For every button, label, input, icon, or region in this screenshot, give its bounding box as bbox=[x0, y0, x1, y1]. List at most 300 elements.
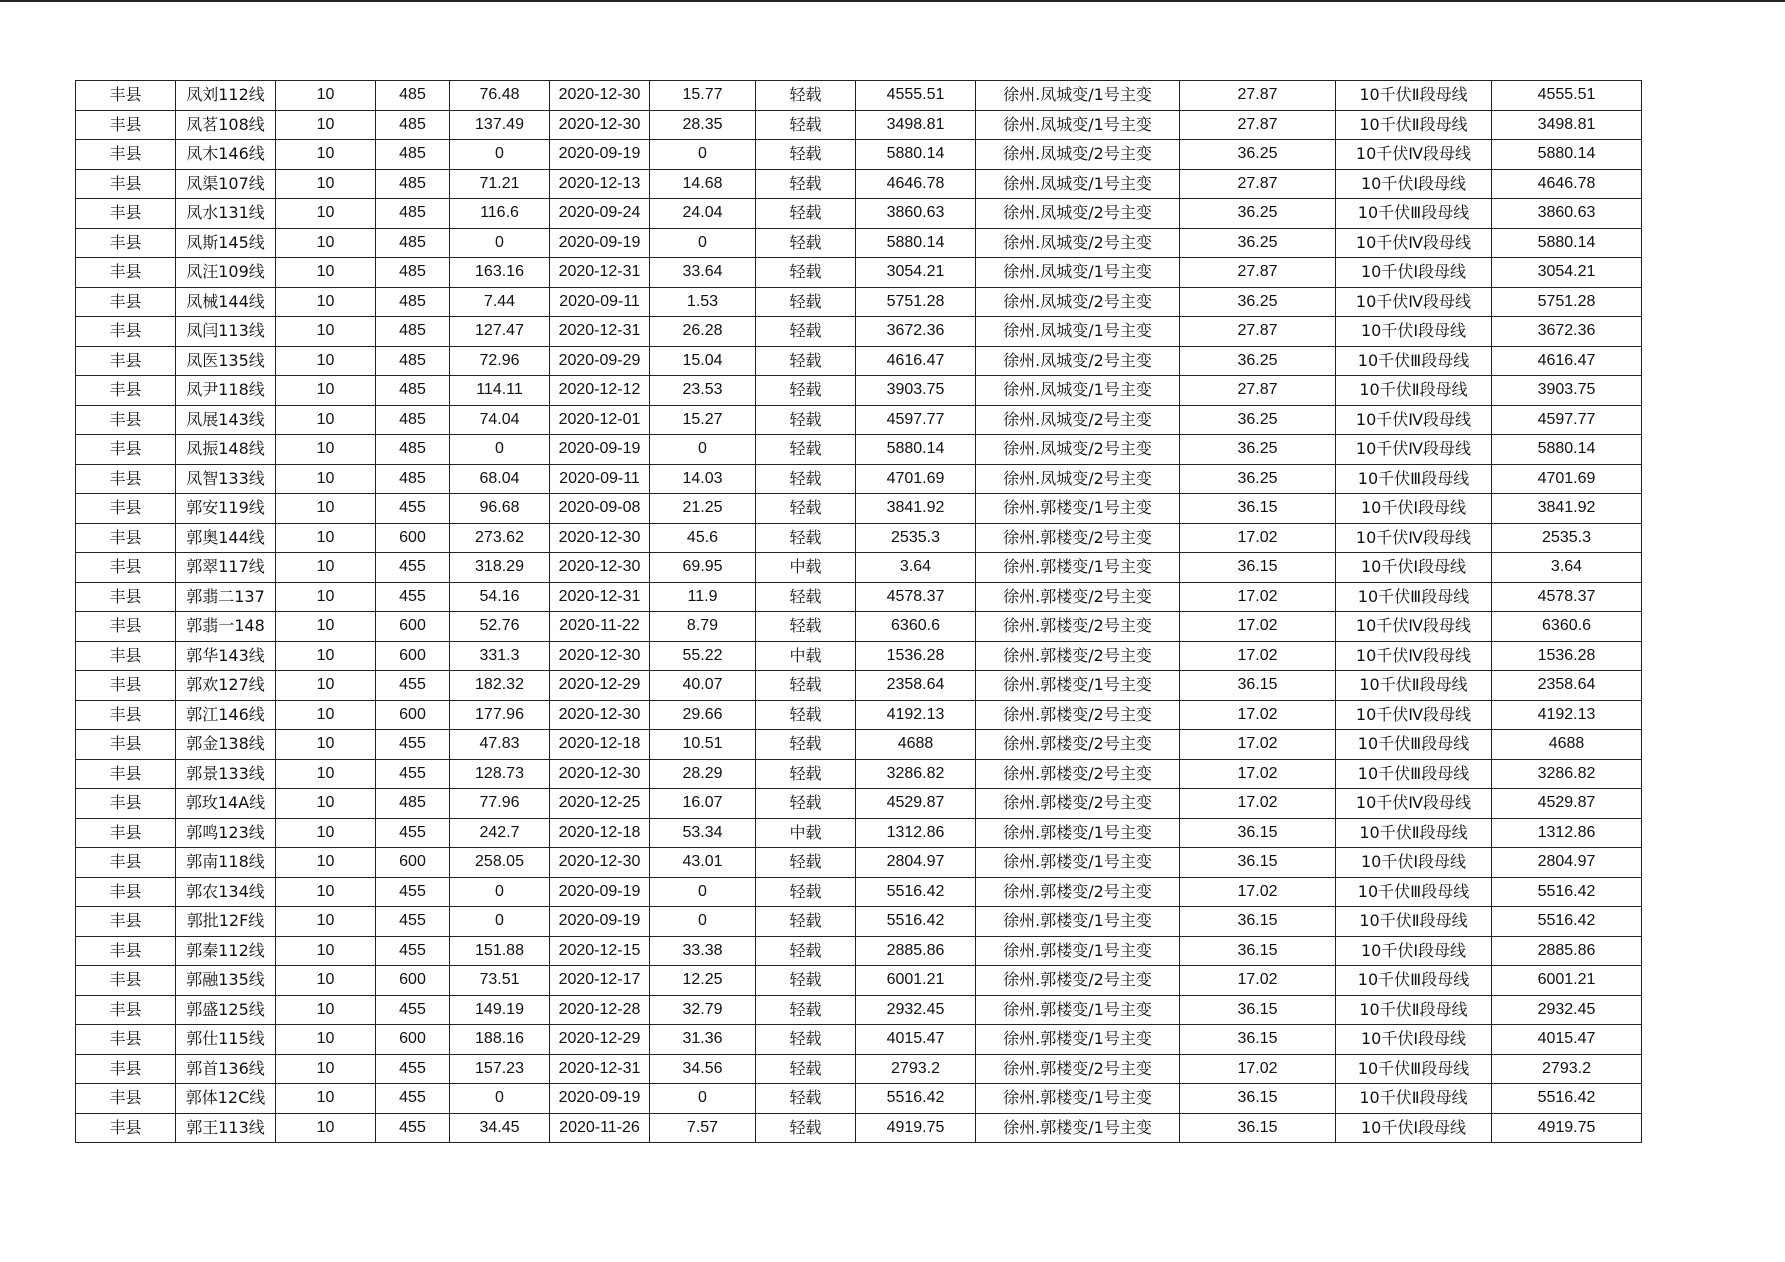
busbar-cell: 10千伏Ⅰ段母线 bbox=[1336, 848, 1492, 878]
voltage-cell: 10 bbox=[276, 1025, 376, 1055]
max-current-cell: 73.51 bbox=[450, 966, 550, 996]
table-row bbox=[76, 759, 1642, 789]
available-cell: 4688 bbox=[1492, 730, 1642, 760]
margin-cell: 3903.75 bbox=[856, 376, 976, 406]
capacity-cell: 600 bbox=[376, 700, 450, 730]
capacity-cell: 455 bbox=[376, 1113, 450, 1143]
county-cell: 丰县 bbox=[76, 671, 176, 701]
voltage-cell: 10 bbox=[276, 523, 376, 553]
busbar-cell: 10千伏Ⅰ段母线 bbox=[1336, 553, 1492, 583]
capacity-cell: 485 bbox=[376, 376, 450, 406]
load-rate-cell: 28.29 bbox=[650, 759, 756, 789]
margin-cell: 5880.14 bbox=[856, 435, 976, 465]
margin-cell: 5516.42 bbox=[856, 877, 976, 907]
date-cell: 2020-09-19 bbox=[550, 140, 650, 170]
load-rate-cell: 12.25 bbox=[650, 966, 756, 996]
busbar-cell: 10千伏Ⅳ段母线 bbox=[1336, 641, 1492, 671]
busbar-cell: 10千伏Ⅲ段母线 bbox=[1336, 759, 1492, 789]
busbar-cell: 10千伏Ⅳ段母线 bbox=[1336, 228, 1492, 258]
busbar-cell: 10千伏Ⅳ段母线 bbox=[1336, 612, 1492, 642]
load-status-cell: 轻载 bbox=[756, 700, 856, 730]
transformer-load-cell: 36.25 bbox=[1180, 464, 1336, 494]
load-rate-cell: 8.79 bbox=[650, 612, 756, 642]
capacity-cell: 485 bbox=[376, 81, 450, 111]
transformer-cell: 徐州.凤城变/1号主变 bbox=[976, 81, 1180, 111]
table-row bbox=[76, 641, 1642, 671]
busbar-cell: 10千伏Ⅰ段母线 bbox=[1336, 169, 1492, 199]
voltage-cell: 10 bbox=[276, 346, 376, 376]
transformer-cell: 徐州.郭楼变/2号主变 bbox=[976, 700, 1180, 730]
margin-cell: 4646.78 bbox=[856, 169, 976, 199]
load-status-cell: 轻载 bbox=[756, 199, 856, 229]
capacity-cell: 485 bbox=[376, 287, 450, 317]
max-current-cell: 273.62 bbox=[450, 523, 550, 553]
table-row bbox=[76, 907, 1642, 937]
capacity-cell: 455 bbox=[376, 936, 450, 966]
transformer-cell: 徐州.郭楼变/2号主变 bbox=[976, 612, 1180, 642]
available-cell: 2358.64 bbox=[1492, 671, 1642, 701]
margin-cell: 4015.47 bbox=[856, 1025, 976, 1055]
date-cell: 2020-09-19 bbox=[550, 228, 650, 258]
transformer-load-cell: 36.15 bbox=[1180, 936, 1336, 966]
date-cell: 2020-12-31 bbox=[550, 1054, 650, 1084]
margin-cell: 2535.3 bbox=[856, 523, 976, 553]
line-name-cell: 凤斯145线 bbox=[176, 228, 276, 258]
capacity-cell: 485 bbox=[376, 317, 450, 347]
capacity-cell: 485 bbox=[376, 169, 450, 199]
load-rate-cell: 7.57 bbox=[650, 1113, 756, 1143]
table-row bbox=[76, 464, 1642, 494]
transformer-cell: 徐州.郭楼变/1号主变 bbox=[976, 553, 1180, 583]
voltage-cell: 10 bbox=[276, 405, 376, 435]
date-cell: 2020-12-31 bbox=[550, 582, 650, 612]
county-cell: 丰县 bbox=[76, 287, 176, 317]
transformer-load-cell: 36.15 bbox=[1180, 1025, 1336, 1055]
table-row bbox=[76, 995, 1642, 1025]
busbar-cell: 10千伏Ⅱ段母线 bbox=[1336, 81, 1492, 111]
table-row bbox=[76, 936, 1642, 966]
load-status-cell: 轻载 bbox=[756, 317, 856, 347]
capacity-cell: 455 bbox=[376, 553, 450, 583]
load-rate-cell: 32.79 bbox=[650, 995, 756, 1025]
available-cell: 4701.69 bbox=[1492, 464, 1642, 494]
available-cell: 4015.47 bbox=[1492, 1025, 1642, 1055]
load-rate-cell: 40.07 bbox=[650, 671, 756, 701]
available-cell: 4597.77 bbox=[1492, 405, 1642, 435]
feeder-load-table bbox=[75, 80, 1642, 1143]
load-status-cell: 中载 bbox=[756, 553, 856, 583]
available-cell: 4555.51 bbox=[1492, 81, 1642, 111]
date-cell: 2020-12-28 bbox=[550, 995, 650, 1025]
load-rate-cell: 0 bbox=[650, 907, 756, 937]
transformer-cell: 徐州.凤城变/2号主变 bbox=[976, 140, 1180, 170]
transformer-load-cell: 17.02 bbox=[1180, 582, 1336, 612]
transformer-cell: 徐州.郭楼变/1号主变 bbox=[976, 494, 1180, 524]
max-current-cell: 127.47 bbox=[450, 317, 550, 347]
max-current-cell: 242.7 bbox=[450, 818, 550, 848]
date-cell: 2020-12-13 bbox=[550, 169, 650, 199]
county-cell: 丰县 bbox=[76, 376, 176, 406]
available-cell: 4529.87 bbox=[1492, 789, 1642, 819]
transformer-cell: 徐州.郭楼变/1号主变 bbox=[976, 907, 1180, 937]
max-current-cell: 47.83 bbox=[450, 730, 550, 760]
voltage-cell: 10 bbox=[276, 759, 376, 789]
load-rate-cell: 24.04 bbox=[650, 199, 756, 229]
transformer-cell: 徐州.郭楼变/1号主变 bbox=[976, 818, 1180, 848]
date-cell: 2020-12-31 bbox=[550, 317, 650, 347]
transformer-load-cell: 17.02 bbox=[1180, 730, 1336, 760]
line-name-cell: 凤智133线 bbox=[176, 464, 276, 494]
table-row bbox=[76, 346, 1642, 376]
max-current-cell: 0 bbox=[450, 907, 550, 937]
load-status-cell: 轻载 bbox=[756, 258, 856, 288]
transformer-cell: 徐州.凤城变/1号主变 bbox=[976, 376, 1180, 406]
busbar-cell: 10千伏Ⅱ段母线 bbox=[1336, 1084, 1492, 1114]
transformer-cell: 徐州.郭楼变/2号主变 bbox=[976, 789, 1180, 819]
date-cell: 2020-12-31 bbox=[550, 258, 650, 288]
busbar-cell: 10千伏Ⅳ段母线 bbox=[1336, 789, 1492, 819]
county-cell: 丰县 bbox=[76, 346, 176, 376]
busbar-cell: 10千伏Ⅱ段母线 bbox=[1336, 995, 1492, 1025]
max-current-cell: 0 bbox=[450, 228, 550, 258]
available-cell: 4646.78 bbox=[1492, 169, 1642, 199]
transformer-load-cell: 36.15 bbox=[1180, 1113, 1336, 1143]
table-body bbox=[76, 81, 1642, 1143]
line-name-cell: 郭欢127线 bbox=[176, 671, 276, 701]
max-current-cell: 128.73 bbox=[450, 759, 550, 789]
line-name-cell: 郭融135线 bbox=[176, 966, 276, 996]
transformer-load-cell: 36.15 bbox=[1180, 553, 1336, 583]
table-row bbox=[76, 376, 1642, 406]
capacity-cell: 455 bbox=[376, 494, 450, 524]
voltage-cell: 10 bbox=[276, 1054, 376, 1084]
date-cell: 2020-12-15 bbox=[550, 936, 650, 966]
transformer-load-cell: 36.25 bbox=[1180, 228, 1336, 258]
load-rate-cell: 31.36 bbox=[650, 1025, 756, 1055]
available-cell: 5516.42 bbox=[1492, 1084, 1642, 1114]
max-current-cell: 163.16 bbox=[450, 258, 550, 288]
transformer-cell: 徐州.郭楼变/2号主变 bbox=[976, 1054, 1180, 1084]
available-cell: 5880.14 bbox=[1492, 228, 1642, 258]
line-name-cell: 凤刘112线 bbox=[176, 81, 276, 111]
county-cell: 丰县 bbox=[76, 966, 176, 996]
load-rate-cell: 55.22 bbox=[650, 641, 756, 671]
margin-cell: 1312.86 bbox=[856, 818, 976, 848]
max-current-cell: 0 bbox=[450, 1084, 550, 1114]
voltage-cell: 10 bbox=[276, 140, 376, 170]
load-status-cell: 轻载 bbox=[756, 730, 856, 760]
load-rate-cell: 14.68 bbox=[650, 169, 756, 199]
transformer-cell: 徐州.郭楼变/1号主变 bbox=[976, 1113, 1180, 1143]
busbar-cell: 10千伏Ⅱ段母线 bbox=[1336, 907, 1492, 937]
capacity-cell: 455 bbox=[376, 818, 450, 848]
line-name-cell: 凤尹118线 bbox=[176, 376, 276, 406]
transformer-cell: 徐州.郭楼变/1号主变 bbox=[976, 848, 1180, 878]
transformer-load-cell: 36.25 bbox=[1180, 435, 1336, 465]
transformer-load-cell: 27.87 bbox=[1180, 81, 1336, 111]
load-rate-cell: 43.01 bbox=[650, 848, 756, 878]
table-row bbox=[76, 1113, 1642, 1143]
available-cell: 5880.14 bbox=[1492, 435, 1642, 465]
transformer-cell: 徐州.凤城变/2号主变 bbox=[976, 228, 1180, 258]
capacity-cell: 485 bbox=[376, 258, 450, 288]
available-cell: 2885.86 bbox=[1492, 936, 1642, 966]
busbar-cell: 10千伏Ⅳ段母线 bbox=[1336, 405, 1492, 435]
transformer-cell: 徐州.郭楼变/1号主变 bbox=[976, 936, 1180, 966]
line-name-cell: 郭王113线 bbox=[176, 1113, 276, 1143]
date-cell: 2020-09-11 bbox=[550, 464, 650, 494]
transformer-cell: 徐州.凤城变/1号主变 bbox=[976, 258, 1180, 288]
voltage-cell: 10 bbox=[276, 435, 376, 465]
margin-cell: 2793.2 bbox=[856, 1054, 976, 1084]
load-rate-cell: 10.51 bbox=[650, 730, 756, 760]
line-name-cell: 凤茗108线 bbox=[176, 110, 276, 140]
transformer-load-cell: 36.15 bbox=[1180, 907, 1336, 937]
line-name-cell: 凤展143线 bbox=[176, 405, 276, 435]
capacity-cell: 600 bbox=[376, 1025, 450, 1055]
transformer-load-cell: 36.25 bbox=[1180, 140, 1336, 170]
capacity-cell: 600 bbox=[376, 641, 450, 671]
date-cell: 2020-12-12 bbox=[550, 376, 650, 406]
available-cell: 1312.86 bbox=[1492, 818, 1642, 848]
margin-cell: 3.64 bbox=[856, 553, 976, 583]
capacity-cell: 600 bbox=[376, 612, 450, 642]
date-cell: 2020-12-30 bbox=[550, 553, 650, 583]
transformer-load-cell: 36.15 bbox=[1180, 1084, 1336, 1114]
margin-cell: 4578.37 bbox=[856, 582, 976, 612]
load-status-cell: 中载 bbox=[756, 641, 856, 671]
margin-cell: 2358.64 bbox=[856, 671, 976, 701]
load-rate-cell: 45.6 bbox=[650, 523, 756, 553]
date-cell: 2020-09-29 bbox=[550, 346, 650, 376]
max-current-cell: 76.48 bbox=[450, 81, 550, 111]
date-cell: 2020-12-30 bbox=[550, 848, 650, 878]
max-current-cell: 137.49 bbox=[450, 110, 550, 140]
load-status-cell: 轻载 bbox=[756, 936, 856, 966]
county-cell: 丰县 bbox=[76, 464, 176, 494]
load-status-cell: 轻载 bbox=[756, 346, 856, 376]
county-cell: 丰县 bbox=[76, 818, 176, 848]
voltage-cell: 10 bbox=[276, 730, 376, 760]
load-rate-cell: 0 bbox=[650, 228, 756, 258]
date-cell: 2020-12-18 bbox=[550, 818, 650, 848]
date-cell: 2020-09-08 bbox=[550, 494, 650, 524]
capacity-cell: 455 bbox=[376, 995, 450, 1025]
load-rate-cell: 33.38 bbox=[650, 936, 756, 966]
capacity-cell: 455 bbox=[376, 907, 450, 937]
load-status-cell: 轻载 bbox=[756, 1025, 856, 1055]
max-current-cell: 318.29 bbox=[450, 553, 550, 583]
available-cell: 4616.47 bbox=[1492, 346, 1642, 376]
line-name-cell: 郭翡二137 bbox=[176, 582, 276, 612]
line-name-cell: 郭仕115线 bbox=[176, 1025, 276, 1055]
transformer-load-cell: 36.25 bbox=[1180, 287, 1336, 317]
capacity-cell: 600 bbox=[376, 523, 450, 553]
load-status-cell: 轻载 bbox=[756, 1054, 856, 1084]
transformer-load-cell: 27.87 bbox=[1180, 258, 1336, 288]
table-row bbox=[76, 494, 1642, 524]
available-cell: 2804.97 bbox=[1492, 848, 1642, 878]
date-cell: 2020-12-30 bbox=[550, 759, 650, 789]
capacity-cell: 455 bbox=[376, 671, 450, 701]
line-name-cell: 凤水131线 bbox=[176, 199, 276, 229]
available-cell: 6360.6 bbox=[1492, 612, 1642, 642]
voltage-cell: 10 bbox=[276, 966, 376, 996]
busbar-cell: 10千伏Ⅰ段母线 bbox=[1336, 317, 1492, 347]
transformer-load-cell: 36.15 bbox=[1180, 671, 1336, 701]
max-current-cell: 74.04 bbox=[450, 405, 550, 435]
capacity-cell: 455 bbox=[376, 1054, 450, 1084]
load-status-cell: 轻载 bbox=[756, 435, 856, 465]
busbar-cell: 10千伏Ⅲ段母线 bbox=[1336, 966, 1492, 996]
line-name-cell: 郭翠117线 bbox=[176, 553, 276, 583]
margin-cell: 2885.86 bbox=[856, 936, 976, 966]
max-current-cell: 68.04 bbox=[450, 464, 550, 494]
county-cell: 丰县 bbox=[76, 199, 176, 229]
transformer-cell: 徐州.郭楼变/2号主变 bbox=[976, 966, 1180, 996]
load-rate-cell: 15.77 bbox=[650, 81, 756, 111]
load-status-cell: 轻载 bbox=[756, 140, 856, 170]
transformer-cell: 徐州.郭楼变/2号主变 bbox=[976, 582, 1180, 612]
busbar-cell: 10千伏Ⅱ段母线 bbox=[1336, 110, 1492, 140]
max-current-cell: 116.6 bbox=[450, 199, 550, 229]
table-row bbox=[76, 789, 1642, 819]
table-row bbox=[76, 258, 1642, 288]
busbar-cell: 10千伏Ⅱ段母线 bbox=[1336, 818, 1492, 848]
voltage-cell: 10 bbox=[276, 671, 376, 701]
capacity-cell: 485 bbox=[376, 228, 450, 258]
voltage-cell: 10 bbox=[276, 907, 376, 937]
table-row bbox=[76, 1084, 1642, 1114]
table-row bbox=[76, 671, 1642, 701]
max-current-cell: 34.45 bbox=[450, 1113, 550, 1143]
voltage-cell: 10 bbox=[276, 582, 376, 612]
line-name-cell: 郭玫14A线 bbox=[176, 789, 276, 819]
table-row bbox=[76, 81, 1642, 111]
line-name-cell: 郭翡一148 bbox=[176, 612, 276, 642]
voltage-cell: 10 bbox=[276, 199, 376, 229]
busbar-cell: 10千伏Ⅳ段母线 bbox=[1336, 140, 1492, 170]
transformer-cell: 徐州.郭楼变/1号主变 bbox=[976, 1025, 1180, 1055]
county-cell: 丰县 bbox=[76, 228, 176, 258]
county-cell: 丰县 bbox=[76, 995, 176, 1025]
date-cell: 2020-12-30 bbox=[550, 700, 650, 730]
voltage-cell: 10 bbox=[276, 1084, 376, 1114]
available-cell: 1536.28 bbox=[1492, 641, 1642, 671]
load-rate-cell: 1.53 bbox=[650, 287, 756, 317]
busbar-cell: 10千伏Ⅰ段母线 bbox=[1336, 936, 1492, 966]
max-current-cell: 188.16 bbox=[450, 1025, 550, 1055]
load-status-cell: 轻载 bbox=[756, 169, 856, 199]
load-rate-cell: 11.9 bbox=[650, 582, 756, 612]
voltage-cell: 10 bbox=[276, 494, 376, 524]
county-cell: 丰县 bbox=[76, 258, 176, 288]
table-row bbox=[76, 730, 1642, 760]
voltage-cell: 10 bbox=[276, 789, 376, 819]
county-cell: 丰县 bbox=[76, 641, 176, 671]
busbar-cell: 10千伏Ⅰ段母线 bbox=[1336, 1025, 1492, 1055]
transformer-load-cell: 17.02 bbox=[1180, 523, 1336, 553]
voltage-cell: 10 bbox=[276, 612, 376, 642]
margin-cell: 5516.42 bbox=[856, 1084, 976, 1114]
county-cell: 丰县 bbox=[76, 494, 176, 524]
load-status-cell: 轻载 bbox=[756, 848, 856, 878]
load-rate-cell: 26.28 bbox=[650, 317, 756, 347]
table-row bbox=[76, 523, 1642, 553]
load-status-cell: 轻载 bbox=[756, 877, 856, 907]
max-current-cell: 149.19 bbox=[450, 995, 550, 1025]
table-row bbox=[76, 848, 1642, 878]
available-cell: 2535.3 bbox=[1492, 523, 1642, 553]
transformer-load-cell: 17.02 bbox=[1180, 759, 1336, 789]
voltage-cell: 10 bbox=[276, 1113, 376, 1143]
margin-cell: 4555.51 bbox=[856, 81, 976, 111]
transformer-cell: 徐州.凤城变/2号主变 bbox=[976, 435, 1180, 465]
voltage-cell: 10 bbox=[276, 110, 376, 140]
voltage-cell: 10 bbox=[276, 641, 376, 671]
load-status-cell: 轻载 bbox=[756, 1113, 856, 1143]
max-current-cell: 77.96 bbox=[450, 789, 550, 819]
voltage-cell: 10 bbox=[276, 228, 376, 258]
load-rate-cell: 15.27 bbox=[650, 405, 756, 435]
table-row bbox=[76, 317, 1642, 347]
transformer-load-cell: 27.87 bbox=[1180, 376, 1336, 406]
transformer-load-cell: 27.87 bbox=[1180, 110, 1336, 140]
county-cell: 丰县 bbox=[76, 169, 176, 199]
capacity-cell: 455 bbox=[376, 730, 450, 760]
available-cell: 4192.13 bbox=[1492, 700, 1642, 730]
transformer-load-cell: 17.02 bbox=[1180, 789, 1336, 819]
load-rate-cell: 14.03 bbox=[650, 464, 756, 494]
table-row bbox=[76, 228, 1642, 258]
date-cell: 2020-12-29 bbox=[550, 671, 650, 701]
capacity-cell: 485 bbox=[376, 789, 450, 819]
county-cell: 丰县 bbox=[76, 700, 176, 730]
max-current-cell: 331.3 bbox=[450, 641, 550, 671]
date-cell: 2020-12-29 bbox=[550, 1025, 650, 1055]
capacity-cell: 600 bbox=[376, 966, 450, 996]
county-cell: 丰县 bbox=[76, 81, 176, 111]
available-cell: 3903.75 bbox=[1492, 376, 1642, 406]
county-cell: 丰县 bbox=[76, 730, 176, 760]
load-status-cell: 轻载 bbox=[756, 523, 856, 553]
transformer-cell: 徐州.凤城变/2号主变 bbox=[976, 346, 1180, 376]
margin-cell: 5751.28 bbox=[856, 287, 976, 317]
margin-cell: 5516.42 bbox=[856, 907, 976, 937]
busbar-cell: 10千伏Ⅲ段母线 bbox=[1336, 464, 1492, 494]
busbar-cell: 10千伏Ⅲ段母线 bbox=[1336, 877, 1492, 907]
capacity-cell: 455 bbox=[376, 877, 450, 907]
county-cell: 丰县 bbox=[76, 936, 176, 966]
load-status-cell: 轻载 bbox=[756, 376, 856, 406]
table-row bbox=[76, 553, 1642, 583]
date-cell: 2020-12-30 bbox=[550, 110, 650, 140]
load-rate-cell: 15.04 bbox=[650, 346, 756, 376]
max-current-cell: 114.11 bbox=[450, 376, 550, 406]
transformer-load-cell: 17.02 bbox=[1180, 966, 1336, 996]
county-cell: 丰县 bbox=[76, 789, 176, 819]
capacity-cell: 600 bbox=[376, 848, 450, 878]
county-cell: 丰县 bbox=[76, 759, 176, 789]
transformer-cell: 徐州.郭楼变/2号主变 bbox=[976, 730, 1180, 760]
transformer-load-cell: 17.02 bbox=[1180, 641, 1336, 671]
busbar-cell: 10千伏Ⅱ段母线 bbox=[1336, 671, 1492, 701]
transformer-load-cell: 27.87 bbox=[1180, 169, 1336, 199]
line-name-cell: 郭首136线 bbox=[176, 1054, 276, 1084]
margin-cell: 4616.47 bbox=[856, 346, 976, 376]
table-row bbox=[76, 966, 1642, 996]
available-cell: 5516.42 bbox=[1492, 877, 1642, 907]
